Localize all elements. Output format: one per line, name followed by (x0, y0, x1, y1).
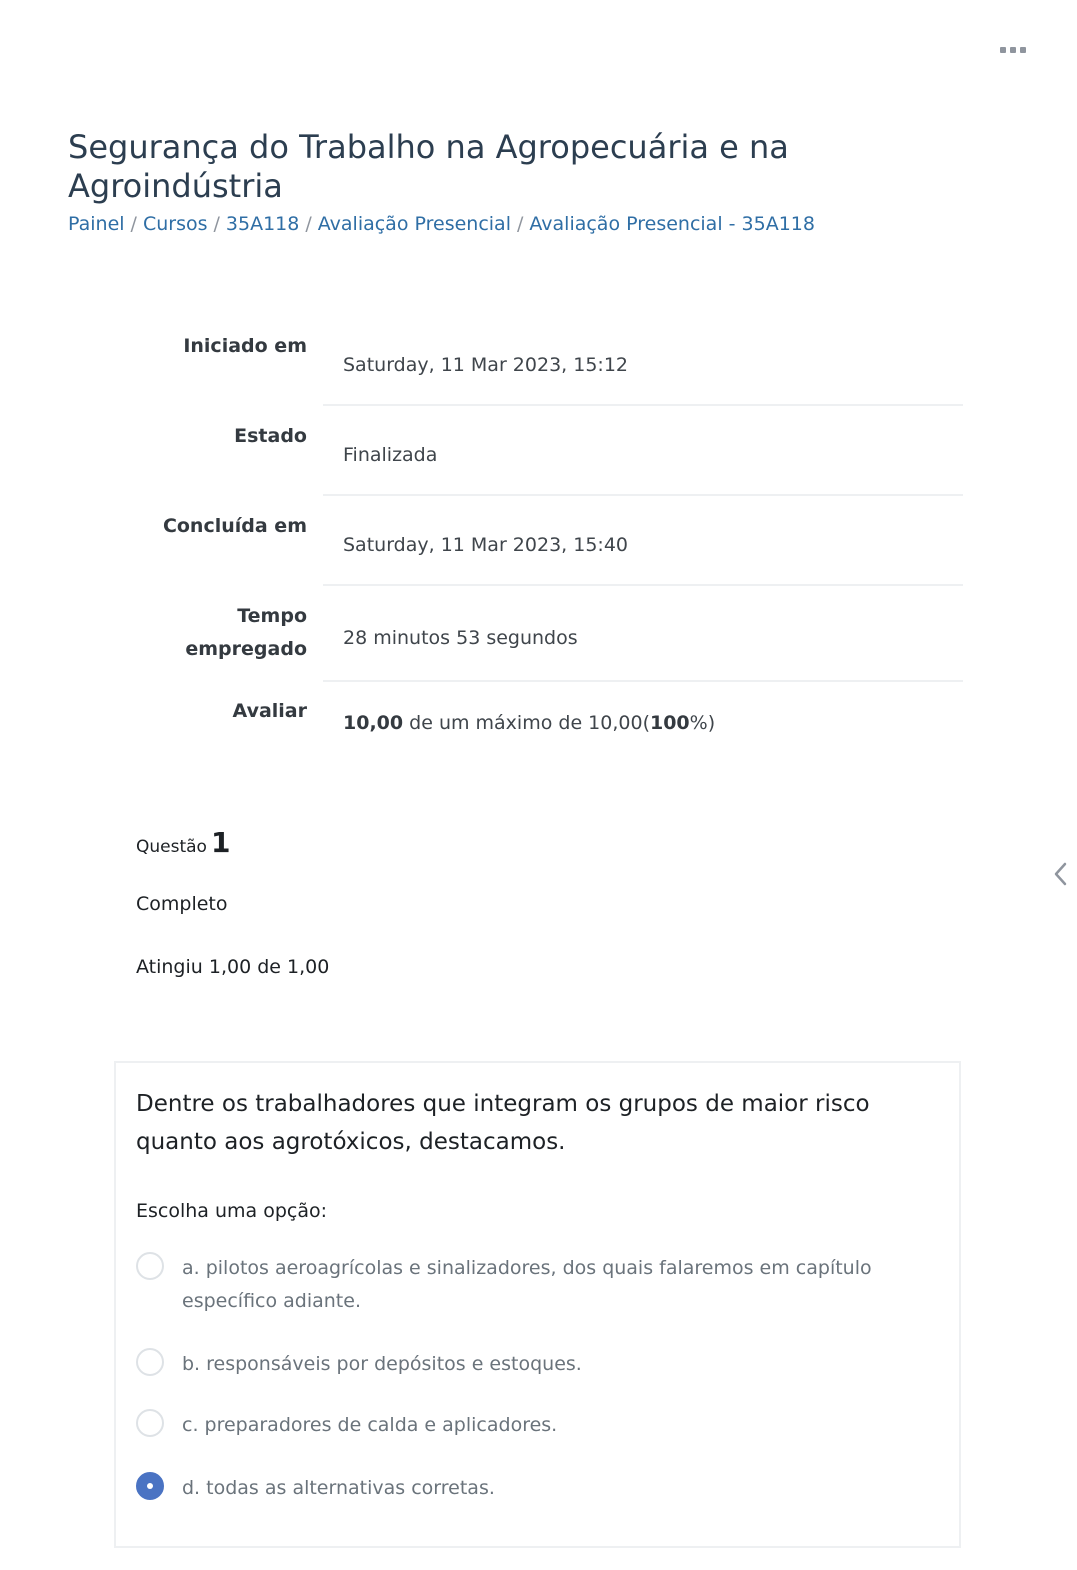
grade-score: 10,00 (343, 712, 404, 734)
answer-text: d. todas as alternativas corretas. (182, 1477, 495, 1499)
question-label: Questão (136, 837, 207, 857)
breadcrumb-separator: / (516, 213, 524, 235)
grade-value (343, 712, 715, 734)
page-title: Segurança do Trabalho na Agropecuária e na Agroindústria (68, 128, 789, 205)
breadcrumb (68, 210, 968, 238)
radio-unchecked-icon[interactable] (136, 1348, 164, 1376)
answer-text: c. preparadores de calda e aplicadores. (182, 1414, 558, 1436)
row-divider (323, 680, 963, 682)
breadcrumb-separator: / (305, 213, 312, 235)
question-number-value: 1 (210, 826, 231, 859)
breadcrumb-separator: / (213, 213, 220, 235)
breadcrumb-cursos[interactable]: Cursos (142, 213, 208, 235)
row-divider (323, 494, 963, 496)
grade-mid: de um máximo de 10,00( (409, 712, 650, 734)
answer-text: b. responsáveis por depósitos e estoques. (182, 1353, 582, 1375)
completed-label: Concluída em (162, 515, 307, 537)
radio-checked-icon[interactable] (136, 1472, 164, 1500)
radio-unchecked-icon[interactable] (136, 1409, 164, 1437)
radio-unchecked-icon[interactable] (136, 1252, 164, 1280)
more-options-icon[interactable] (1000, 40, 1026, 60)
time-label (185, 600, 307, 666)
question-number (136, 826, 230, 859)
dot (1010, 47, 1016, 53)
time-label-line-1: Tempo (237, 605, 307, 627)
row-divider (323, 584, 963, 586)
started-value: Saturday, 11 Mar 2023, 15:12 (343, 354, 628, 376)
row-divider (323, 404, 963, 406)
question-text: Dentre os trabalhadores que integram os grupos de maior risco quanto aos agrotóxicos, destacamos. (136, 1091, 870, 1155)
state-value: Finalizada (343, 444, 438, 466)
dot (1000, 47, 1006, 53)
breadcrumb-painel[interactable]: Painel (68, 213, 125, 235)
dot (1020, 47, 1026, 53)
page-header (68, 128, 968, 238)
time-value: 28 minutos 53 segundos (343, 627, 578, 649)
grade-percent: 100 (649, 712, 690, 734)
grade-end: %) (689, 712, 716, 734)
breadcrumb-section[interactable]: Avaliação Presencial (317, 213, 511, 235)
question-state: Completo (136, 893, 228, 915)
breadcrumb-course[interactable]: 35A118 (225, 213, 300, 235)
state-label: Estado (234, 425, 307, 447)
grade-label: Avaliar (232, 700, 307, 722)
started-label: Iniciado em (183, 335, 307, 357)
breadcrumb-quiz[interactable]: Avaliação Presencial - 35A118 (529, 213, 815, 235)
time-label-line-2: empregado (185, 638, 307, 660)
chevron-left-icon[interactable] (1050, 860, 1072, 888)
answer-text: a. pilotos aeroagrícolas e sinalizadores, dos quais falaremos em capítulo específico adiante. (182, 1257, 872, 1312)
answer-prompt: Escolha uma opção: (136, 1200, 328, 1222)
completed-value: Saturday, 11 Mar 2023, 15:40 (343, 534, 628, 556)
breadcrumb-separator: / (130, 213, 137, 235)
question-grade: Atingiu 1,00 de 1,00 (136, 956, 330, 978)
